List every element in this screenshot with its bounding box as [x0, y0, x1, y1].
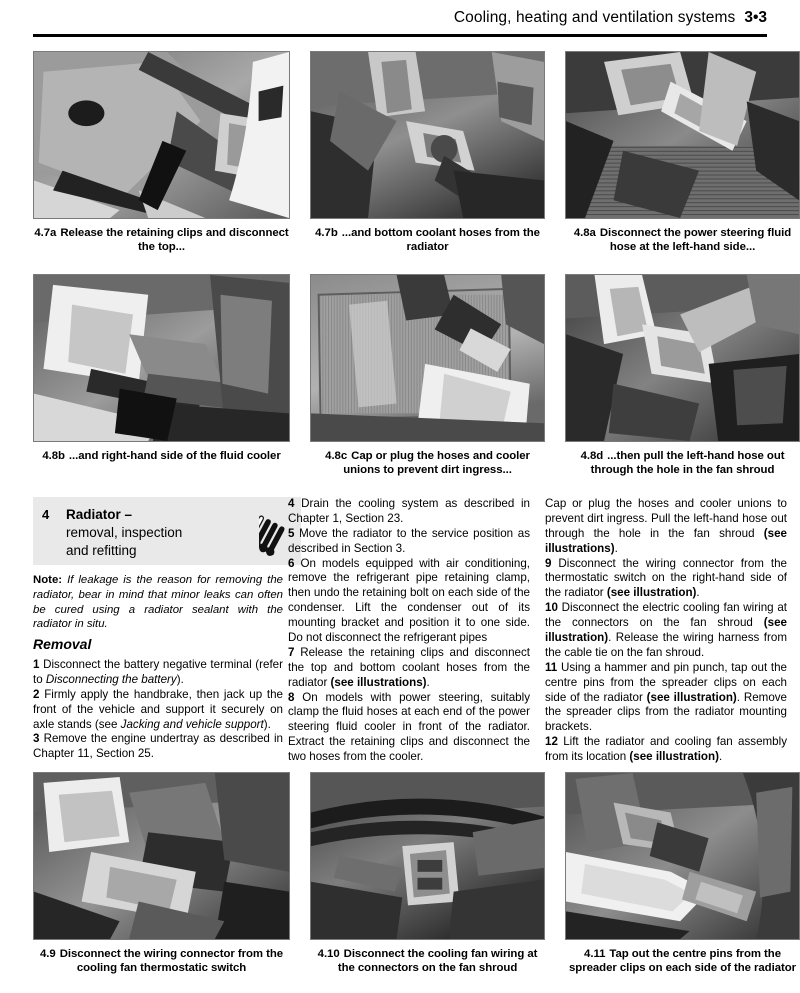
figure-image [33, 51, 290, 219]
figure-4-10 [310, 772, 545, 976]
step-text-bold: (see illustrations) [330, 675, 427, 689]
step-text: Drain the cooling system as described in Chapter 1, Section 23. [288, 497, 530, 525]
figure-caption-text: ...and bottom coolant hoses from the radiator [341, 227, 540, 254]
page-header [33, 6, 767, 30]
step-number: 2 [33, 687, 45, 701]
body-column-2 [288, 497, 530, 765]
step-text: Disconnect the wiring connector from the thermostatic switch on the right-hand side of the radiator [545, 556, 788, 600]
note-text: If leakage is the reason for removing the radiator, bear in mind that minor leaks can often be cured using a radiator sealant with the radiator in situ. [33, 574, 284, 631]
figure-caption [565, 947, 800, 976]
figure-caption-text: ...then pull the left-hand hose out through the hole in the fan shroud [590, 450, 785, 477]
step-text: . [426, 675, 430, 689]
step-number: 12 [545, 735, 564, 749]
note-block [33, 573, 283, 632]
figure-caption-text: Disconnect the power steering fluid hose at the left-hand side... [599, 227, 792, 254]
figure-caption-text: Cap or plug the hoses and cooler unions to prevent dirt ingress... [343, 450, 530, 477]
figure-image [565, 274, 800, 442]
figure-number: 4.7b [315, 227, 338, 239]
step-text: Lift the radiator and cooling fan assembly from its location [545, 735, 787, 764]
step-text: Release the retaining clips and disconnect the top and bottom coolant hoses from the radiator [288, 645, 531, 689]
figure-caption-text: Tap out the centre pins from the spreader clips on each side of the radiator [569, 948, 797, 975]
figure-row-2 [0, 274, 800, 478]
figure-number: 4.8b [42, 450, 65, 462]
step-paragraph [288, 497, 530, 527]
step-text: Move the radiator to the service position as described in Section 3. [288, 526, 531, 555]
figure-caption [310, 947, 545, 976]
step-paragraph [288, 557, 530, 646]
figure-4-8b [33, 274, 290, 478]
step-paragraph [288, 527, 530, 557]
step-number: 1 [33, 658, 44, 671]
step-number: 9 [545, 556, 559, 570]
step-text-bold: (see illustration) [646, 690, 737, 704]
step-text: ). [263, 717, 271, 731]
step-number: 7 [288, 645, 301, 659]
figure-4-11 [565, 772, 800, 976]
section-title-line-2: removal, inspection [66, 524, 183, 540]
step-text-bold: (see illustrations) [545, 526, 787, 555]
step-text: . [696, 586, 700, 600]
figure-image [33, 772, 290, 940]
step-number: 11 [545, 660, 561, 674]
step-text: On models equipped with air conditioning, remove the refrigerant pipe retaining clamp, then undo the retaining bolt on each side of the condenser. Lift the condenser out of its mounting bracket and position it to one side. Do not disconnect the refrigerant pipes [288, 556, 530, 645]
subheading-removal: Removal [33, 636, 92, 652]
figure-image [33, 274, 290, 442]
figure-caption-text: Disconnect the cooling fan wiring at the connectors on the fan shroud [337, 948, 538, 975]
figure-image [565, 51, 800, 219]
step-number: 10 [545, 601, 562, 615]
step-text: Using a hammer and pin punch, tap out the centre pins from the spreader clips on each side of the radiator [545, 660, 788, 704]
step-text: Cap or plug the hoses and cooler unions to prevent dirt ingress. Pull the left-hand hose out through the hole in the fan shroud [545, 497, 787, 540]
step-number: 3 [33, 732, 44, 746]
step-text-italic: Disconnecting the battery [45, 672, 177, 686]
section-title [66, 497, 259, 559]
figure-image [310, 274, 545, 442]
step-paragraph [288, 691, 530, 765]
section-title-line-1: Radiator – [66, 507, 133, 522]
figure-image [310, 772, 545, 940]
page-header-title: Cooling, heating and ventilation systems [453, 9, 736, 26]
step-text-italic: Jacking and vehicle support [120, 717, 264, 731]
figure-caption [33, 947, 290, 976]
figure-number: 4.8c [325, 450, 348, 462]
body-column-3 [545, 497, 787, 765]
figure-caption [565, 226, 800, 255]
step-paragraph [288, 646, 530, 691]
figure-number: 4.8d [580, 450, 604, 462]
figure-caption [33, 449, 290, 463]
figure-caption-text: Release the retaining clips and disconnect the top... [60, 227, 289, 254]
step-text: Disconnect the battery negative terminal (refer to [33, 658, 283, 686]
step-text: ). [176, 672, 184, 686]
step-text: . [718, 750, 723, 764]
step-text: Firmly apply the handbrake, then jack up the front of the vehicle and support it securely on axle stands (see [33, 687, 284, 731]
step-number: 5 [288, 526, 300, 540]
step-text: . Remove the spreader clips from the radiator mounting brackets. [545, 690, 788, 734]
figure-caption-text: Disconnect the wiring connector from the cooling fan thermostatic switch [59, 948, 284, 975]
figure-4-8c [310, 274, 545, 478]
figure-4-8a [565, 51, 800, 255]
figure-number: 4.7a [34, 227, 57, 239]
figure-image [310, 51, 545, 219]
step-text: Disconnect the electric cooling fan wiring at the connectors on the fan shroud [545, 601, 787, 630]
step-text-bold: (see illustration) [545, 616, 787, 645]
figure-number: 4.9 [40, 948, 56, 960]
page-number: 3•3 [744, 9, 767, 26]
figure-image [565, 772, 800, 940]
step-paragraph [545, 601, 787, 661]
header-divider [33, 34, 767, 37]
figure-caption [565, 449, 800, 478]
step-text-bold: (see illustration) [606, 586, 697, 600]
figure-caption [310, 226, 545, 255]
figure-4-7a [33, 51, 290, 255]
figure-caption-text: ...and right-hand side of the fluid cooler [68, 450, 281, 462]
figure-number: 4.11 [584, 948, 606, 960]
section-title-line-3: and refitting [66, 542, 137, 558]
step-number: 6 [288, 556, 301, 570]
step-paragraph [545, 497, 787, 557]
step-paragraph [33, 732, 283, 762]
figure-row-3 [0, 772, 800, 976]
figure-4-8d [565, 274, 800, 478]
section-number: 4 [42, 507, 50, 522]
body-column-1 [33, 658, 283, 762]
step-paragraph [545, 661, 787, 735]
section-heading-box [33, 497, 301, 565]
note-label: Note: [33, 574, 63, 586]
step-text: . [614, 541, 618, 555]
step-text: Remove the engine undertray as described in Chapter 11, Section 25. [33, 732, 284, 761]
step-text-bold: (see illustration) [629, 750, 719, 764]
step-paragraph [33, 658, 283, 688]
figure-number: 4.10 [317, 948, 340, 960]
step-number: 4 [288, 497, 302, 510]
step-number: 8 [288, 690, 303, 704]
step-text: On models with power steering, suitably clamp the fluid hoses at each end of the power steering fluid cooler in front of the radiator. Extract the retaining clips and disconnect the two hoses from the cooler. [288, 690, 531, 764]
step-paragraph [545, 557, 787, 602]
figure-4-9 [33, 772, 290, 976]
figure-row-1 [0, 51, 800, 255]
step-paragraph [545, 735, 787, 765]
figure-caption [310, 449, 545, 478]
figure-number: 4.8a [573, 227, 596, 239]
step-paragraph [33, 688, 283, 733]
figure-caption [33, 226, 290, 255]
figure-4-7b [310, 51, 545, 255]
step-text: . Release the wiring harness from the cable tie on the fan shroud. [545, 631, 787, 659]
